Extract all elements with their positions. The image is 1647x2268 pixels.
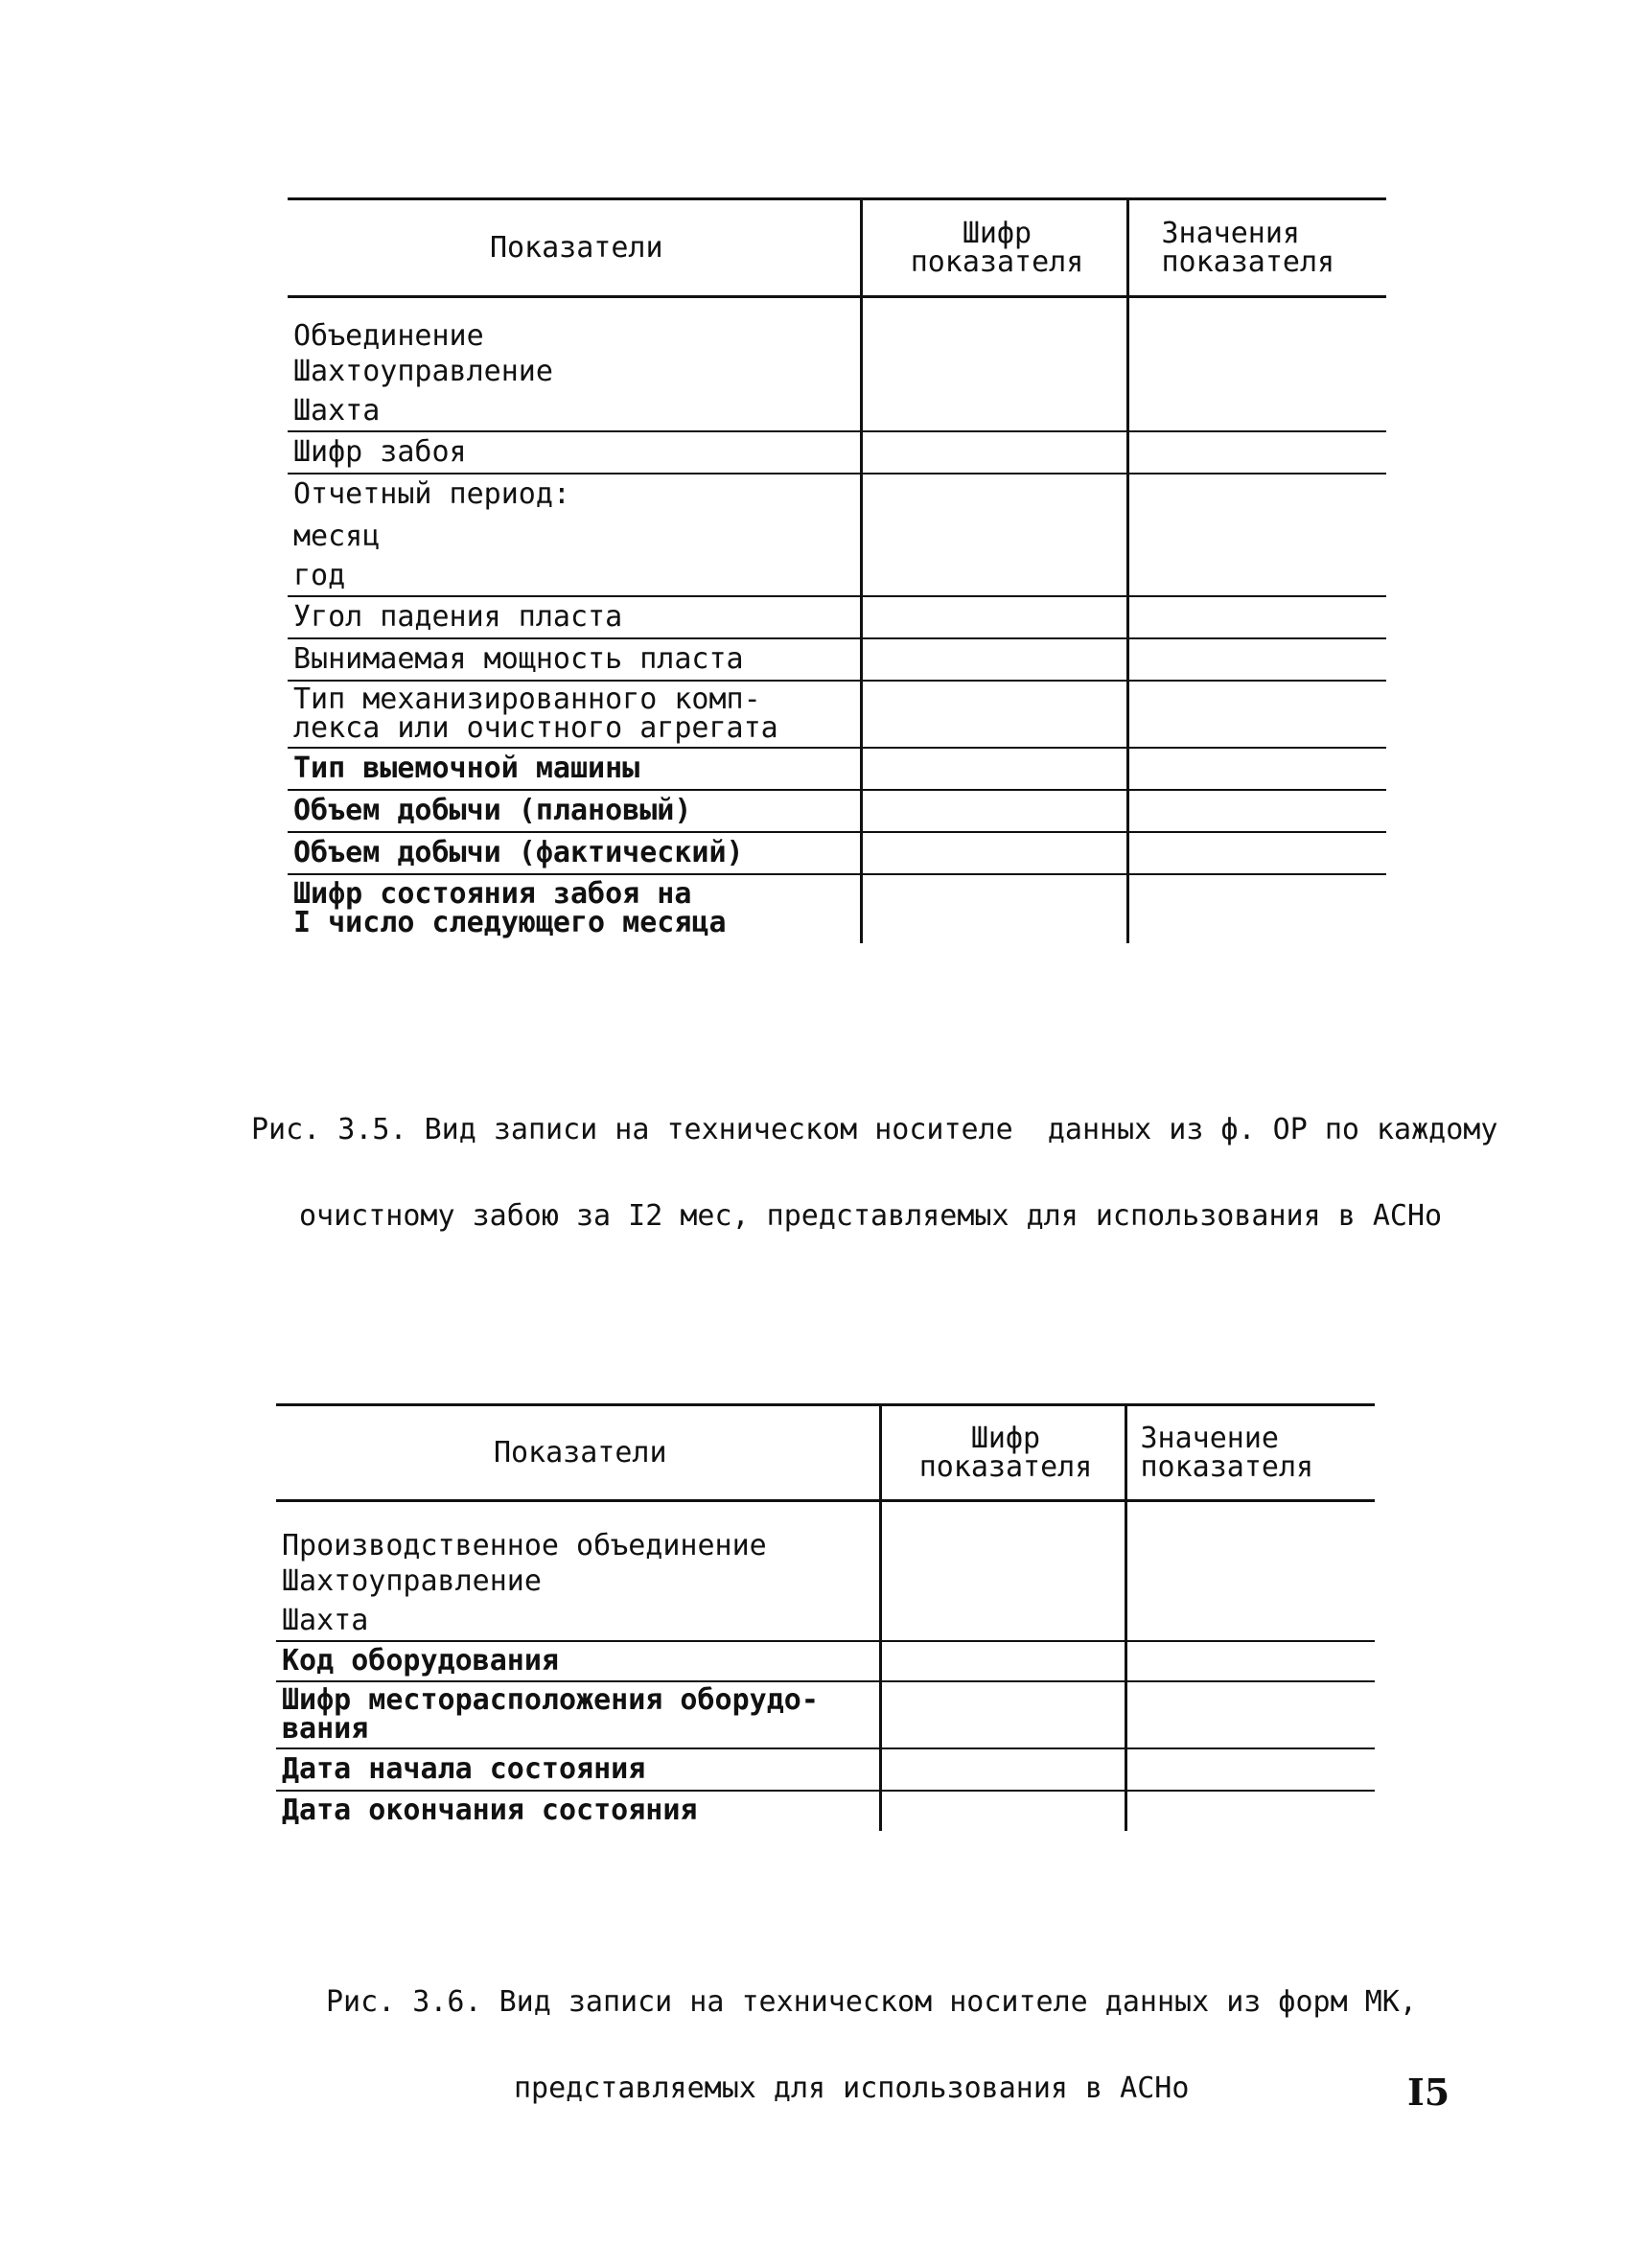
header-code: Шифр показателя	[880, 1405, 1125, 1501]
caption-line: Рис. 3.5. Вид записи на техническом носителе данных из ф. ОР по каждому	[251, 1113, 1498, 1146]
table-row: Тип выемочной машины	[288, 748, 861, 790]
table-row: Шифр месторасположения оборудо- вания	[276, 1681, 880, 1748]
table-row: Тип механизированного комп- лекса или очистного агрегата	[288, 681, 861, 748]
table-fig-3-5	[288, 197, 1386, 943]
table-row: Дата начала состояния	[276, 1748, 880, 1791]
header-value: Значения показателя	[1127, 199, 1386, 297]
caption-line: очистному забою за I2 мес, представляемых для использования в АСНо	[299, 1199, 1443, 1233]
table-fig-3-6	[276, 1403, 1375, 1831]
table-row: Угол падения пласта	[288, 596, 861, 638]
table-row: Шахтоуправление	[293, 354, 553, 388]
header-indicators: Показатели	[276, 1405, 880, 1501]
table-row: Вынимаемая мощность пласта	[288, 638, 861, 681]
table-row: Дата окончания состояния	[276, 1791, 880, 1831]
page-number: I5	[1407, 2071, 1450, 2114]
table-row: Объем добычи (плановый)	[288, 790, 861, 832]
table-row: Шахтоуправление	[282, 1563, 542, 1598]
table-row: Шифр состояния забоя на I число следующего месяца	[288, 874, 861, 943]
header-value: Значение показателя	[1125, 1405, 1375, 1501]
table-row: месяц	[293, 519, 381, 553]
table-row: Шахта	[293, 394, 381, 428]
table-row: Отчетный период:	[288, 474, 861, 516]
table-row: год	[293, 559, 346, 592]
table-row: Производственное объединение	[282, 1528, 767, 1562]
caption-line: представляемых для использования в АСНо	[514, 2071, 1190, 2105]
figure-caption-3-5	[251, 1058, 1497, 1260]
figure-caption-3-6	[326, 1931, 1417, 2132]
table-row: Шахта	[282, 1604, 369, 1637]
table-row: Объем добычи (фактический)	[288, 832, 861, 874]
table-row: Объединение	[293, 318, 484, 353]
table-row: Код оборудования	[276, 1641, 880, 1681]
header-indicators: Показатели	[288, 199, 861, 297]
table-row: Шифр забоя	[288, 431, 861, 474]
header-code: Шифр показателя	[861, 199, 1127, 297]
caption-line: Рис. 3.6. Вид записи на техническом носителе данных из форм МК,	[326, 1985, 1417, 2019]
